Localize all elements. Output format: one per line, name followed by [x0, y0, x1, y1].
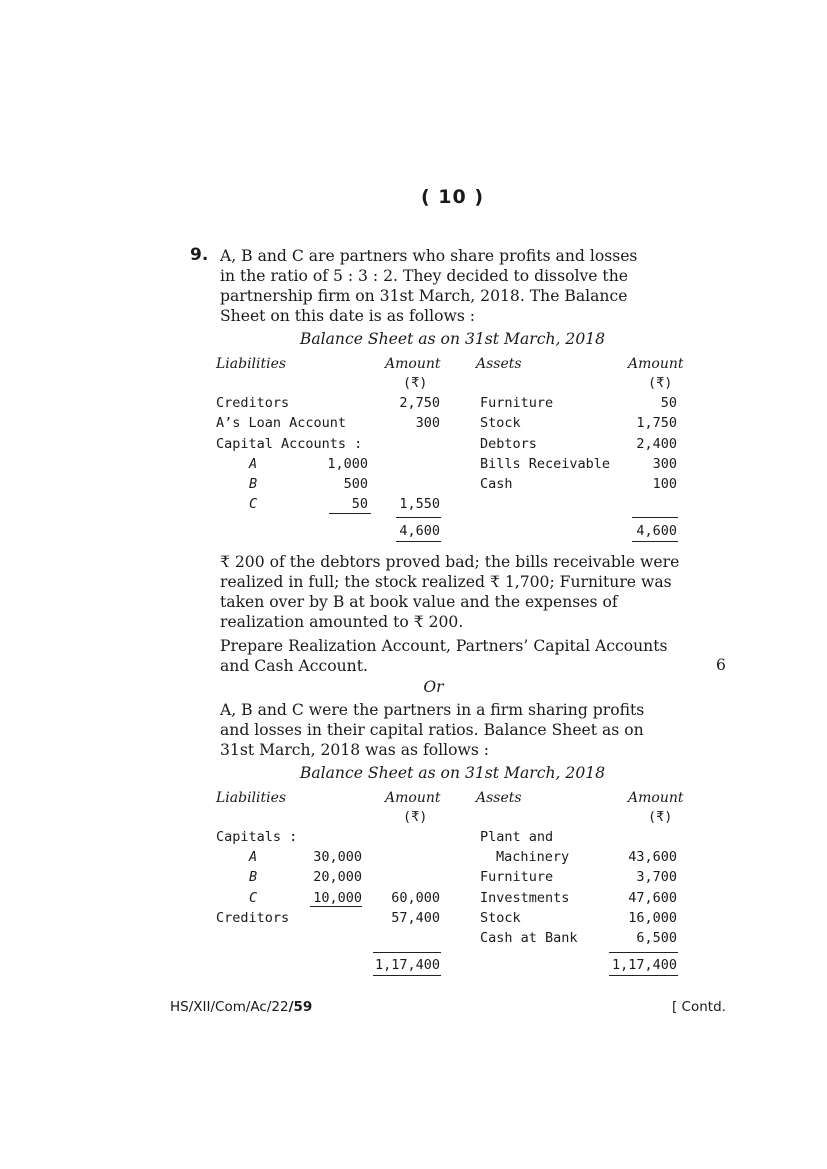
liabilities-total: 4,600: [399, 523, 440, 539]
amount-header: Amount: [385, 356, 441, 372]
q1-details-line: ₹ 200 of the debtors proved bad; the bills receivable were: [220, 553, 680, 571]
liabilities-header: Liabilities: [216, 790, 287, 806]
assets-total: 1,17,400: [611, 957, 677, 973]
partner-a-label: A: [249, 456, 258, 472]
q2-intro-line: A, B and C were the partners in a firm sharing profits: [220, 701, 645, 719]
q2-intro-line: 31st March, 2018 was as follows :: [220, 741, 490, 759]
bills-receivable-amount: 300: [652, 456, 677, 472]
partner-c-amount: 50: [351, 496, 368, 512]
capital-accounts-label: Capital Accounts :: [216, 436, 363, 452]
paper-code-prefix: HS/XII/Com/Ac/22: [170, 999, 289, 1015]
bills-receivable-label: Bills Receivable: [480, 456, 611, 472]
capital-total: 1,550: [399, 496, 440, 512]
investments-label: Investments: [480, 890, 570, 906]
q2-intro-line: and losses in their capital ratios. Balance Sheet as on: [220, 721, 644, 739]
liabilities-header: Liabilities: [216, 356, 287, 372]
partner-c-label: C: [249, 496, 258, 512]
total-double-rule: [632, 541, 678, 542]
debtors-amount: 2,400: [636, 436, 677, 452]
amount-header: Amount: [628, 356, 684, 372]
furniture-amount: 3,700: [636, 869, 677, 885]
debtors-label: Debtors: [480, 436, 537, 452]
q2-table-caption: Balance Sheet as on 31st March, 2018: [299, 764, 606, 782]
question-number: 9.: [190, 245, 209, 265]
total-double-rule: [396, 541, 441, 542]
q1-intro-line: Sheet on this date is as follows :: [220, 307, 476, 325]
q1-details-line: taken over by B at book value and the expenses of: [220, 593, 618, 611]
q1-details: [220, 552, 689, 632]
amount-header: Amount: [385, 790, 441, 806]
creditors-label: Creditors: [216, 395, 290, 411]
creditors-label: Creditors: [216, 910, 290, 926]
investments-amount: 47,600: [628, 890, 677, 906]
q1-details-line: realization amounted to ₹ 200.: [220, 613, 464, 631]
capitals-label: Capitals :: [216, 829, 298, 845]
loan-label: A’s Loan Account: [216, 415, 347, 431]
partner-a-amount: 30,000: [313, 849, 362, 865]
partner-b-amount: 20,000: [313, 869, 362, 885]
partner-b-amount: 500: [343, 476, 368, 492]
stock-amount: 1,750: [636, 415, 677, 431]
cash-at-bank-amount: 6,500: [636, 930, 677, 946]
subtotal-rule: [329, 513, 371, 514]
stock-label: Stock: [480, 415, 521, 431]
furniture-amount: 50: [660, 395, 677, 411]
capital-total: 60,000: [391, 890, 440, 906]
partner-a-amount: 1,000: [327, 456, 368, 472]
partner-c-label: C: [249, 890, 258, 906]
q1-intro-line: A, B and C are partners who share profits and losses: [220, 247, 638, 265]
q1-intro-line: in the ratio of 5 : 3 : 2. They decided to dissolve the: [220, 267, 628, 285]
total-double-rule: [373, 975, 441, 976]
rupee-unit: (₹): [403, 375, 428, 391]
page-number: ( 10 ): [420, 186, 485, 208]
q1-task: [220, 636, 689, 676]
cash-label: Cash: [480, 476, 513, 492]
partner-b-label: B: [249, 476, 258, 492]
plant-amount: 43,600: [628, 849, 677, 865]
assets-total: 4,600: [636, 523, 677, 539]
total-rule: [632, 517, 678, 518]
furniture-label: Furniture: [480, 395, 554, 411]
liabilities-total: 1,17,400: [374, 957, 440, 973]
q1-task-line: Prepare Realization Account, Partners’ Capital Accounts: [220, 637, 668, 655]
q1-table-caption: Balance Sheet as on 31st March, 2018: [299, 330, 606, 348]
or-separator: Or: [423, 678, 444, 696]
marks: 6: [716, 656, 726, 674]
partner-b-label: B: [249, 869, 258, 885]
q1-intro: [220, 246, 689, 326]
rupee-unit: (₹): [648, 809, 673, 825]
creditors-amount: 2,750: [399, 395, 440, 411]
paper-code: [170, 999, 312, 1015]
contd-label: [ Contd.: [672, 999, 726, 1015]
total-rule: [396, 517, 441, 518]
subtotal-rule: [310, 906, 362, 907]
amount-header: Amount: [628, 790, 684, 806]
plant-label: Plant and: [480, 829, 554, 845]
loan-amount: 300: [415, 415, 440, 431]
rupee-unit: (₹): [403, 809, 428, 825]
q1-details-line: realized in full; the stock realized ₹ 1,700; Furniture was: [220, 573, 672, 591]
furniture-label: Furniture: [480, 869, 554, 885]
total-rule: [609, 952, 678, 953]
machinery-label: Machinery: [496, 849, 570, 865]
paper-code-suffix: /59: [288, 999, 313, 1015]
assets-header: Assets: [476, 790, 522, 806]
stock-label: Stock: [480, 910, 521, 926]
rupee-unit: (₹): [648, 375, 673, 391]
cash-amount: 100: [652, 476, 677, 492]
stock-amount: 16,000: [628, 910, 677, 926]
creditors-amount: 57,400: [391, 910, 440, 926]
partner-c-amount: 10,000: [313, 890, 362, 906]
total-rule: [373, 952, 441, 953]
cash-at-bank-label: Cash at Bank: [480, 930, 578, 946]
assets-header: Assets: [476, 356, 522, 372]
total-double-rule: [609, 975, 678, 976]
q1-intro-line: partnership firm on 31st March, 2018. The Balance: [220, 287, 628, 305]
partner-a-label: A: [249, 849, 258, 865]
q2-intro: [220, 700, 689, 760]
q1-task-line: and Cash Account.: [220, 657, 368, 675]
